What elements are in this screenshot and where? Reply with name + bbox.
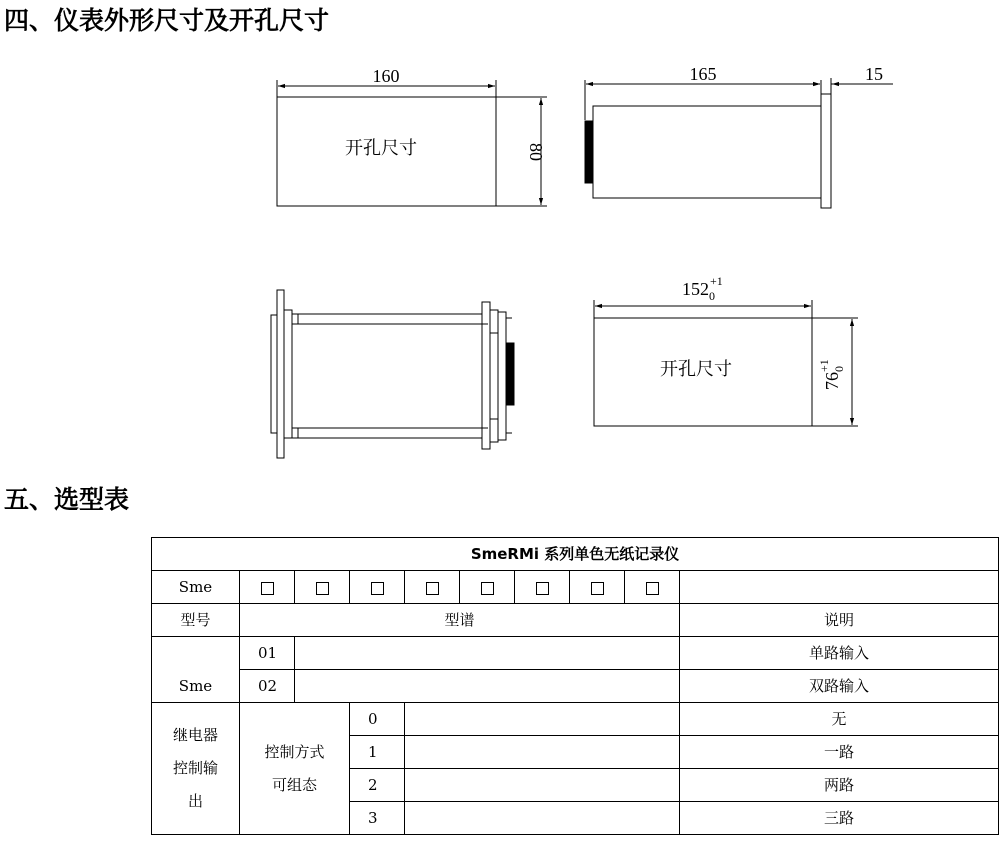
group2-blank (405, 802, 680, 835)
front-width-dim: 160 (372, 66, 400, 86)
side-view-drawing (585, 78, 893, 208)
cutout-width-base: 152 (682, 279, 709, 299)
code-row-desc (680, 571, 999, 604)
group2-desc: 无 (680, 703, 999, 736)
group1-desc: 单路输入 (680, 637, 999, 670)
group1-desc: 双路输入 (680, 670, 999, 703)
group2-blank (405, 736, 680, 769)
side-flange-dim: 15 (865, 64, 883, 84)
header-spectrum: 型谱 (240, 604, 680, 637)
table-title: SmeRMi 系列单色无纸记录仪 (152, 538, 999, 571)
code-row (152, 571, 999, 604)
group2-code: 3 (350, 802, 405, 835)
cutout-width-sup: +1 (710, 274, 723, 288)
section-4-heading: 四、仪表外形尺寸及开孔尺寸 (4, 6, 330, 35)
group2-blank (405, 769, 680, 802)
code-box-6 (515, 571, 570, 604)
code-box-8 (625, 571, 680, 604)
group1-code: 02 (240, 670, 295, 703)
checkbox-icon (591, 582, 604, 595)
cutout-label: 开孔尺寸 (660, 359, 732, 380)
group2-blank (405, 703, 680, 736)
code-box-4 (405, 571, 460, 604)
table-row (152, 637, 999, 670)
side-length-dim: 165 (689, 64, 717, 84)
group2-desc: 一路 (680, 736, 999, 769)
checkbox-icon (481, 582, 494, 595)
checkbox-icon (371, 582, 384, 595)
mounting-view-drawing (271, 290, 514, 458)
selection-table (151, 537, 999, 835)
group2-label: 继电器控制输出 (152, 703, 240, 835)
group2-code: 2 (350, 769, 405, 802)
cutout-height-base: 76 (822, 372, 842, 390)
front-height-dim: 80 (526, 143, 546, 161)
code-prefix: Sme (152, 571, 240, 604)
header-row (152, 604, 999, 637)
front-view-label: 开孔尺寸 (345, 138, 417, 159)
cutout-height-sub: 0 (832, 366, 846, 372)
group1-label: Sme (152, 637, 240, 703)
group1-blank (295, 637, 680, 670)
checkbox-icon (426, 582, 439, 595)
header-description: 说明 (680, 604, 999, 637)
code-box-3 (350, 571, 405, 604)
group1-blank (295, 670, 680, 703)
table-title-row (152, 538, 999, 571)
group2-code: 0 (350, 703, 405, 736)
checkbox-icon (316, 582, 329, 595)
section-5-heading: 五、选型表 (4, 485, 130, 514)
cutout-height-sup: +1 (817, 359, 831, 372)
table-row (152, 703, 999, 736)
checkbox-icon (646, 582, 659, 595)
checkbox-icon (261, 582, 274, 595)
code-box-7 (570, 571, 625, 604)
code-box-5 (460, 571, 515, 604)
code-box-1 (240, 571, 295, 604)
group2-desc: 两路 (680, 769, 999, 802)
header-model: 型号 (152, 604, 240, 637)
group2-desc: 三路 (680, 802, 999, 835)
code-box-2 (295, 571, 350, 604)
group1-code: 01 (240, 637, 295, 670)
group2-code: 1 (350, 736, 405, 769)
checkbox-icon (536, 582, 549, 595)
table-row (152, 670, 999, 703)
cutout-width-sub: 0 (709, 289, 715, 303)
group2-sublabel: 控制方式可组态 (240, 703, 350, 835)
